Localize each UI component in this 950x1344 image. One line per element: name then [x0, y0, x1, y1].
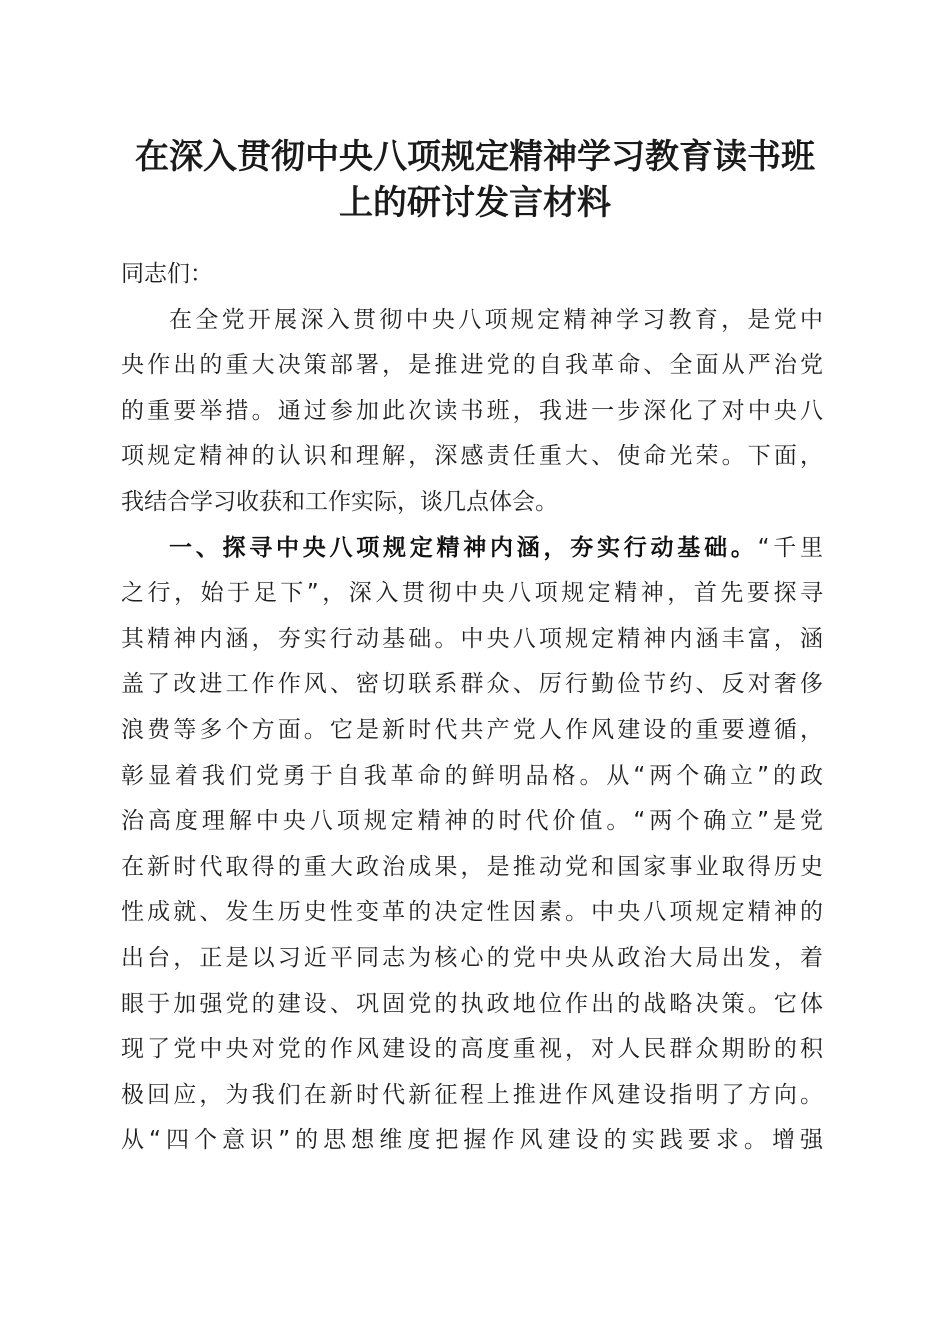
paragraph-line: 我结合学习收获和工作实际，谈几点体会。: [121, 488, 558, 515]
paragraph-line: 现了党中央对党的作风建设的高度重视，对人民群众期盼的积: [121, 1036, 823, 1063]
paragraph-line: 之行，始于足下”，深入贯彻中央八项规定精神，首先要探寻: [121, 580, 823, 607]
paragraph-line: 央作出的重大决策部署，是推进党的自我革命、全面从严治党: [121, 352, 823, 379]
paragraph-line: 极回应，为我们在新时代新征程上推进作风建设指明了方向。: [121, 1081, 823, 1108]
title-line-2: 上的研讨发言材料: [339, 183, 611, 223]
paragraph-line: 彰显着我们党勇于自我革命的鲜明品格。从“两个确立”的政: [121, 762, 823, 789]
paragraph-line: 的重要举措。通过参加此次读书班，我进一步深化了对中央八: [121, 397, 823, 424]
document-body: [121, 252, 823, 1164]
section-heading-line: [121, 526, 823, 572]
paragraph-line: 眼于加强党的建设、巩固党的执政地位作出的战略决策。它体: [121, 990, 823, 1017]
section-heading: 一、探寻中央八项规定精神内涵，夯实行动基础。: [169, 534, 758, 561]
paragraph-line: 浪费等多个方面。它是新时代共产党人作风建设的重要遵循，: [121, 716, 823, 743]
paragraph-line: 在全党开展深入贯彻中央八项规定精神学习教育，是党中: [169, 306, 823, 333]
paragraph-line-text: “千里: [757, 534, 824, 561]
paragraph-line: 从“四个意识”的思想维度把握作风建设的实践要求。增强: [121, 1127, 823, 1154]
paragraph-line: 项规定精神的认识和理解，深感责任重大、使命光荣。下面，: [121, 443, 823, 470]
paragraph-line: 性成就、发生历史性变革的决定性因素。中央八项规定精神的: [121, 899, 823, 926]
paragraph-line: 其精神内涵，夯实行动基础。中央八项规定精神内涵丰富，涵: [121, 625, 823, 652]
paragraph-line: 在新时代取得的重大政治成果，是推动党和国家事业取得历史: [121, 853, 823, 880]
paragraph-line: 治高度理解中央八项规定精神的时代价值。“两个确立”是党: [121, 808, 823, 835]
paragraph-line: 盖了改进工作作风、密切联系群众、厉行勤俭节约、反对奢侈: [121, 671, 823, 698]
document-title: [100, 134, 850, 226]
salutation: 同志们：: [121, 261, 213, 287]
title-line-1: 在深入贯彻中央八项规定精神学习教育读书班: [135, 137, 815, 177]
paragraph-line: 出台，正是以习近平同志为核心的党中央从政治大局出发，着: [121, 944, 823, 971]
